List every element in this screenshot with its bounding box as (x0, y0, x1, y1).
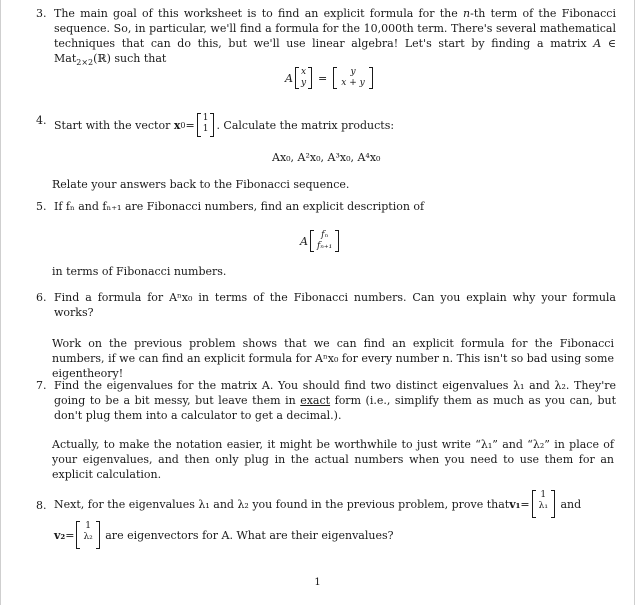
problem-6-number: 6. (36, 291, 47, 304)
problem-4 (36, 113, 616, 137)
page-number: 1 (314, 577, 321, 588)
problem-4-relate: Relate your answers back to the Fibonacci sequence. (52, 178, 350, 191)
problem-8-line1: Next, for the eigenvalues λ₁ and λ₂ you found in the previous problem, prove that v₁ = 1 λ₁ and (54, 490, 616, 518)
problem-7-number: 7. (36, 379, 47, 392)
notation-paragraph: Actually, to make the notation easier, it might be worthwhile to just write “λ₁” and “λ₂” in place of your eigenvalues, and then only plug in the actual numbers when you need to use them for an explicit calculation. (52, 438, 614, 481)
problem-5-number: 5. (36, 200, 47, 213)
problem-7 (36, 378, 616, 423)
equation-A-x-y: A x y = y x + y (285, 64, 375, 92)
matrix-products: Ax₀, A²x₀, A³x₀, A⁴x₀ (272, 151, 381, 164)
problem-6 (36, 290, 616, 320)
problem-4-number: 4. (36, 114, 47, 127)
problem-3-text: The main goal of this worksheet is to find an explicit formula for the n-th term of the Fibonacci sequence. So, in particular, we'll find a formula for the 10,000th term. There's several mathematical techniques that can do this, but we'll use linear algebra! Let's start by finding a matrix A ∈ Mat$_{2\times 2}$(ℝ) such that (54, 7, 616, 68)
problem-8 (36, 490, 616, 518)
problem-4-text: Start with the vector x 0 = 1 1 . Calculate the matrix products: (54, 113, 616, 137)
eigentheory-paragraph: Work on the previous problem shows that we can find an explicit formula for the Fibonacci numbers, if we can find an explicit formula for Aⁿx₀ for every number n. This isn't so bad using some eigentheory! (52, 337, 614, 380)
problem-8-number: 8. (36, 499, 47, 512)
page-left-edge (0, 0, 1, 605)
problem-3 (36, 6, 616, 70)
problem-3-number: 3. (36, 7, 47, 20)
equation-A-fn: A fₙ fₙ₊₁ (300, 225, 341, 257)
problem-5-text: If fₙ and fₙ₊₁ are Fibonacci numbers, find an explicit description of (54, 200, 425, 213)
problem-5 (36, 199, 616, 214)
problem-5-after: in terms of Fibonacci numbers. (52, 265, 227, 278)
problem-8-line2: v₂ = 1 λ₂ are eigenvectors for A. What are their eigenvalues? (36, 521, 616, 549)
problem-6-text: Find a formula for Aⁿx₀ in terms of the Fibonacci numbers. Can you explain why your formula works? (54, 291, 616, 319)
problem-7-text: Find the eigenvalues for the matrix A. You should find two distinct eigenvalues λ₁ and λ₂. They're going to be a bit messy, but leave them in exact form (i.e., simplify them as much as you can, but don't plug them into a calculator to get a decimal.). (54, 379, 616, 422)
